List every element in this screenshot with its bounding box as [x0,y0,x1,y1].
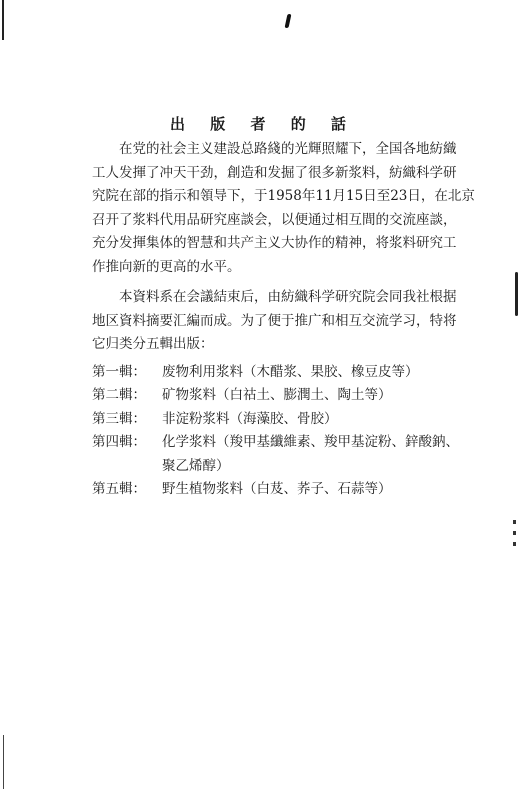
volume-description [162,431,459,478]
scan-edge-mark [2,0,4,40]
page-title: 出 版 者 的 話 [170,115,356,134]
text-line: 工人发揮了冲天干劲，創造和发掘了很多新浆料，紡織科学研 [92,164,457,181]
volume-description: 野生植物浆料（白芨、荞子、石蒜等） [162,481,392,497]
text-line: 它归类分五輯出版： [92,336,214,352]
list-item [92,431,492,478]
volume-description-line: 聚乙烯醇） [162,457,230,474]
volume-description: 废物利用浆料（木醋浆、果胶、橡豆皮等） [162,363,419,380]
list-item [92,478,492,502]
binding-dots [513,520,516,553]
volume-label: 第三輯： [92,410,146,427]
volume-description: 矿物浆料（白祜土、膨潤土、陶土等） [162,387,392,403]
list-item [92,408,492,432]
volume-label: 第五輯： [92,481,146,497]
list-item [92,384,492,408]
intro-paragraph [92,138,492,279]
text-line: 在党的社会主义建設总路綫的光輝照耀下，全国各地紡織 [119,141,457,157]
ink-smudge [515,272,518,316]
document-body [92,138,492,502]
text-line: 地区資料摘要汇編而成。为了便于推广和相互交流学习，特将 [92,312,457,329]
text-line: 本資料系在会議結束后，由紡織科学研究院会同我社根据 [119,289,457,305]
text-line: 作推向新的更高的水平。 [92,258,241,275]
compile-note-paragraph [92,286,492,357]
volume-description-line: 化学浆料（羧甲基纖維素、羧甲基淀粉、鋅酸鈉、 [162,434,459,450]
volume-label: 第四輯： [92,434,146,450]
volume-label: 第一輯： [92,363,146,380]
volume-label: 第二輯： [92,387,146,403]
text-line: 充分发揮集体的智慧和共产主义大协作的精神，将浆料研究工 [92,235,457,251]
text-line: 召开了浆料代用品研究座談会，以便通过相互間的交流座談， [92,211,457,228]
scan-edge-mark-bottom [3,735,4,789]
volume-description: 非淀粉浆料（海藻胶、骨胶） [162,410,338,427]
volume-list [92,361,492,502]
list-item [92,361,492,385]
text-line: 究院在部的指示和領导下，于1958年11月15日至23日，在北京 [92,188,475,204]
ink-mark [285,14,292,28]
